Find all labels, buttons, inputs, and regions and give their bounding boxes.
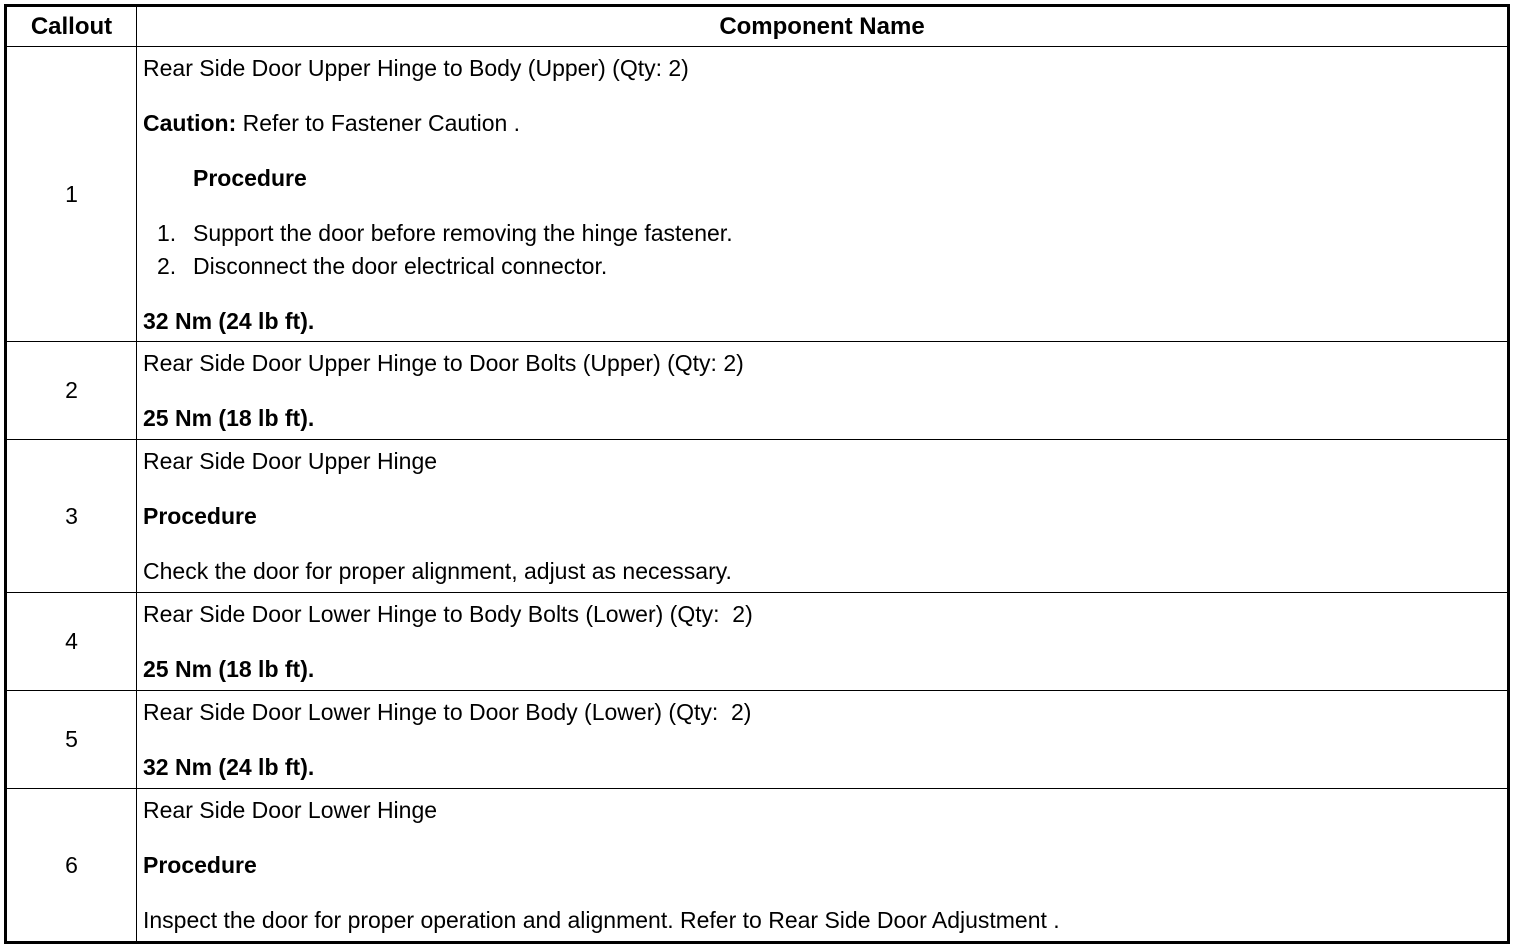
- procedure-heading: Procedure: [193, 165, 307, 191]
- callout-number: 5: [7, 691, 137, 789]
- header-component-name: Component Name: [137, 7, 1508, 47]
- component-description: [137, 47, 1508, 342]
- component-name: Rear Side Door Upper Hinge to Body (Upper) (Qty: 2): [143, 55, 689, 81]
- procedure-heading: Procedure: [143, 852, 257, 878]
- step-number: 2.: [157, 253, 177, 279]
- callout-number: 6: [7, 789, 137, 942]
- caution-text: Refer to Fastener Caution .: [236, 110, 521, 136]
- procedure-note: Check the door for proper alignment, adjust as necessary.: [143, 558, 732, 584]
- table-row: [7, 789, 1508, 942]
- step-text: Support the door before removing the hinge fastener.: [193, 220, 733, 246]
- header-callout: Callout: [7, 7, 137, 47]
- table-row: [7, 593, 1508, 691]
- component-name: Rear Side Door Upper Hinge to Door Bolts (Upper) (Qty: 2): [143, 350, 744, 376]
- component-description: [137, 440, 1508, 593]
- component-description: [137, 593, 1508, 691]
- procedure-step: [157, 217, 1507, 250]
- component-name: Rear Side Door Lower Hinge: [143, 797, 438, 823]
- step-text: Disconnect the door electrical connector.: [193, 253, 608, 279]
- component-name: Rear Side Door Lower Hinge to Door Body (Lower) (Qty: 2): [143, 699, 752, 725]
- caution-label: Caution:: [143, 110, 237, 136]
- step-number: 1.: [157, 220, 177, 246]
- component-name: Rear Side Door Lower Hinge to Body Bolts (Lower) (Qty: 2): [143, 601, 753, 627]
- component-description: [137, 342, 1508, 440]
- table-row: [7, 691, 1508, 789]
- torque-spec: 25 Nm (18 lb ft).: [143, 405, 315, 431]
- component-name: Rear Side Door Upper Hinge: [143, 448, 438, 474]
- table-row: [7, 342, 1508, 440]
- component-description: [137, 691, 1508, 789]
- procedure-heading: Procedure: [143, 503, 257, 529]
- torque-spec: 32 Nm (24 lb ft).: [143, 308, 315, 334]
- callout-number: 3: [7, 440, 137, 593]
- procedure-note: Inspect the door for proper operation and alignment. Refer to Rear Side Door Adjustment .: [143, 907, 1060, 933]
- callout-number: 1: [7, 47, 137, 342]
- table-row: [7, 47, 1508, 342]
- component-description: [137, 789, 1508, 942]
- caution-note: [143, 107, 1507, 140]
- torque-spec: 25 Nm (18 lb ft).: [143, 656, 315, 682]
- callout-number: 4: [7, 593, 137, 691]
- table-header-row: [7, 7, 1508, 47]
- procedure-steps: [143, 217, 1507, 283]
- table-row: [7, 440, 1508, 593]
- procedure-step: [157, 250, 1507, 283]
- callout-table: [6, 6, 1508, 942]
- callout-number: 2: [7, 342, 137, 440]
- torque-spec: 32 Nm (24 lb ft).: [143, 754, 315, 780]
